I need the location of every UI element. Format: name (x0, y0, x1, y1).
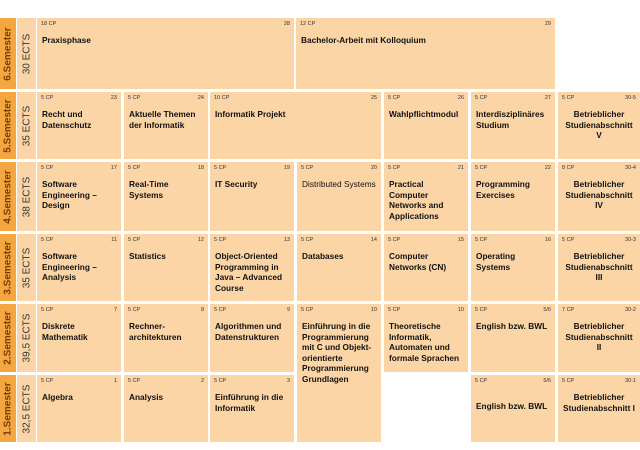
module-cell (558, 304, 640, 372)
module-title: Rechner-architekturen (129, 321, 182, 342)
module-credits: 5 CP (41, 237, 54, 243)
semester-label-4 (0, 162, 17, 231)
module-credits: 8 CP (562, 165, 575, 171)
semester-ects-6 (17, 18, 36, 89)
module-title: IT Security (215, 179, 258, 189)
module-number: 7 (113, 307, 117, 313)
module-number: 30-5 (624, 95, 636, 101)
semester-label-2 (0, 304, 17, 372)
module-cell (471, 304, 555, 372)
module-credits: 5 CP (388, 95, 401, 101)
module-credits: 5 CP (475, 378, 488, 384)
semester-label-text: 3.Semester (2, 240, 14, 295)
module-number: 14 (370, 237, 377, 243)
module-number: 26 (457, 95, 464, 101)
module-number: 19 (283, 165, 290, 171)
module-number: 16 (544, 237, 551, 243)
module-cell (37, 375, 121, 442)
module-credits: 12 CP (300, 21, 316, 27)
semester-ects-text: 32,5 ECTS (21, 384, 32, 433)
semester-ects-text: 35 ECTS (21, 105, 32, 146)
module-cell (210, 162, 294, 231)
module-credits: 5 CP (214, 378, 227, 384)
module-cell (37, 92, 121, 159)
module-number: 30-1 (624, 378, 636, 384)
module-title: Software Engineering – Design (42, 179, 97, 211)
module-number: 9 (286, 307, 290, 313)
module-title: Statistics (129, 251, 166, 261)
semester-ects-5 (17, 92, 36, 159)
module-number: 23 (110, 95, 117, 101)
module-title: Einführung in die Informatik (215, 392, 284, 413)
module-number: 10 (370, 307, 377, 313)
module-title: Aktuelle Themen der Informatik (129, 109, 196, 130)
module-title: Praxisphase (42, 35, 91, 45)
module-credits: 5 CP (475, 95, 488, 101)
module-credits: 5 CP (41, 165, 54, 171)
module-credits: 5 CP (301, 165, 314, 171)
module-credits: 5 CP (41, 95, 54, 101)
module-number: 30-4 (624, 165, 636, 171)
semester-label-5 (0, 92, 17, 159)
module-title: Computer Networks (CN) (389, 251, 447, 272)
module-credits: 5 CP (214, 307, 227, 313)
module-title: English bzw. BWL (476, 321, 548, 331)
semester-ects-text: 38 ECTS (21, 176, 32, 217)
module-credits: 5 CP (128, 378, 141, 384)
module-title: Betrieblicher Studienabschnitt III (565, 251, 633, 283)
module-number: 27 (544, 95, 551, 101)
module-title: Bachelor-Arbeit mit Kolloquium (301, 35, 426, 45)
module-cell (471, 162, 555, 231)
module-title: Practical Computer Networks and Applications (389, 179, 444, 221)
module-cell (384, 162, 468, 231)
module-credits: 5 CP (214, 237, 227, 243)
module-credits: 5 CP (388, 237, 401, 243)
module-cell (384, 92, 468, 159)
module-title: Betrieblicher Studienabschnitt IV (565, 179, 633, 211)
module-credits: 5 CP (128, 237, 141, 243)
module-cell (297, 234, 381, 301)
module-credits: 5 CP (475, 307, 488, 313)
semester-ects-text: 35 ECTS (21, 247, 32, 288)
semester-label-text: 6.Semester (2, 26, 14, 81)
module-credits: 5 CP (301, 237, 314, 243)
semester-label-1 (0, 375, 17, 442)
module-title: Software Engineering – Analysis (42, 251, 97, 283)
module-title: Interdisziplinäres Studium (476, 109, 545, 130)
module-credits: 5 CP (128, 95, 141, 101)
module-title: Informatik Projekt (215, 109, 286, 119)
semester-ects-text: 30 ECTS (21, 33, 32, 74)
module-number: 30-2 (624, 307, 636, 313)
module-title: Wahlpflichtmodul (389, 109, 459, 119)
module-cell (296, 18, 555, 89)
semester-label-text: 1.Semester (2, 381, 14, 436)
module-title: Object-Oriented Programming in Java – Advanced Course (215, 251, 283, 293)
module-title: Programming Exercises (476, 179, 530, 200)
module-cell (297, 162, 381, 231)
module-number: 12 (197, 237, 204, 243)
semester-ects-4 (17, 162, 36, 231)
module-cell (124, 375, 208, 442)
module-credits: 5 CP (562, 378, 575, 384)
module-credits: 18 CP (41, 21, 57, 27)
module-cell (210, 375, 294, 442)
module-number: 25 (370, 95, 377, 101)
module-number: 17 (110, 165, 117, 171)
module-number: 2 (200, 378, 204, 384)
module-cell (124, 162, 208, 231)
module-number: 21 (457, 165, 464, 171)
module-credits: 5 CP (388, 165, 401, 171)
semester-ects-3 (17, 234, 36, 301)
module-number: 20 (370, 165, 377, 171)
module-cell (558, 234, 640, 301)
module-credits: 5 CP (301, 307, 314, 313)
module-title: Einführung in die Programmierung mit C und Objekt-orientierte Programmierung Grundlagen (302, 321, 372, 384)
module-number: 30-3 (624, 237, 636, 243)
module-number: 11 (111, 237, 117, 243)
module-credits: 5 CP (41, 378, 54, 384)
module-title: Betrieblicher Studienabschnitt I (563, 392, 635, 413)
module-number: 28 (283, 21, 290, 27)
module-title: Algorithmen und Datenstrukturen (215, 321, 282, 342)
module-title: Betrieblicher Studienabschnitt V (565, 109, 633, 141)
module-cell (471, 375, 555, 442)
module-cell (37, 18, 294, 89)
module-title: Real-Time Systems (129, 179, 169, 200)
module-cell (124, 92, 208, 159)
semester-ects-1 (17, 375, 36, 442)
semester-ects-2 (17, 304, 36, 372)
module-cell (297, 304, 381, 442)
module-cell (210, 92, 381, 159)
module-cell (37, 304, 121, 372)
module-credits: 5 CP (41, 307, 54, 313)
module-cell (471, 92, 555, 159)
module-credits: 5 CP (475, 237, 488, 243)
module-cell (210, 304, 294, 372)
module-cell (210, 234, 294, 301)
module-cell (37, 162, 121, 231)
module-title: Databases (302, 251, 344, 261)
semester-label-text: 5.Semester (2, 98, 14, 153)
module-cell (124, 234, 208, 301)
module-number: 15 (457, 237, 464, 243)
module-number: 22 (544, 165, 551, 171)
semester-ects-text: 39,5 ECTS (21, 313, 32, 363)
semester-label-text: 2.Semester (2, 311, 14, 365)
module-title: English bzw. BWL (476, 401, 548, 411)
module-credits: 5 CP (475, 165, 488, 171)
module-number: 24 (197, 95, 204, 101)
module-cell (558, 162, 640, 231)
module-number: 1 (113, 378, 117, 384)
module-title: Betrieblicher Studienabschnitt II (565, 321, 633, 353)
module-number: 8 (200, 307, 204, 313)
module-credits: 5 CP (562, 95, 575, 101)
semester-label-6 (0, 18, 17, 89)
module-title: Algebra (42, 392, 73, 402)
module-cell (471, 234, 555, 301)
module-cell (558, 92, 640, 159)
module-title: Distributed Systems (302, 179, 376, 189)
module-credits: 5 CP (562, 237, 575, 243)
module-credits: 5 CP (214, 165, 227, 171)
module-credits: 5 CP (128, 307, 141, 313)
module-credits: 7 CP (562, 307, 575, 313)
semester-label-3 (0, 234, 17, 301)
module-number: 5/6 (543, 307, 551, 313)
module-title: Diskrete Mathematik (42, 321, 88, 342)
module-credits: 5 CP (388, 307, 401, 313)
module-title: Recht und Datenschutz (42, 109, 92, 130)
module-cell (37, 234, 121, 301)
module-cell (384, 234, 468, 301)
module-number: 29 (544, 21, 551, 27)
module-number: 5/6 (543, 378, 551, 384)
semester-label-text: 4.Semester (2, 169, 14, 224)
module-title: Analysis (129, 392, 164, 402)
module-title: Theoretische Informatik, Automaten und formale Sprachen (389, 321, 460, 363)
module-credits: 10 CP (214, 95, 230, 101)
module-cell (384, 304, 468, 372)
module-credits: 5 CP (128, 165, 141, 171)
module-title: Operating Systems (476, 251, 516, 272)
module-number: 13 (283, 237, 290, 243)
module-number: 10 (457, 307, 464, 313)
module-cell (124, 304, 208, 372)
module-number: 3 (286, 378, 290, 384)
module-cell (558, 375, 640, 442)
module-number: 18 (197, 165, 204, 171)
